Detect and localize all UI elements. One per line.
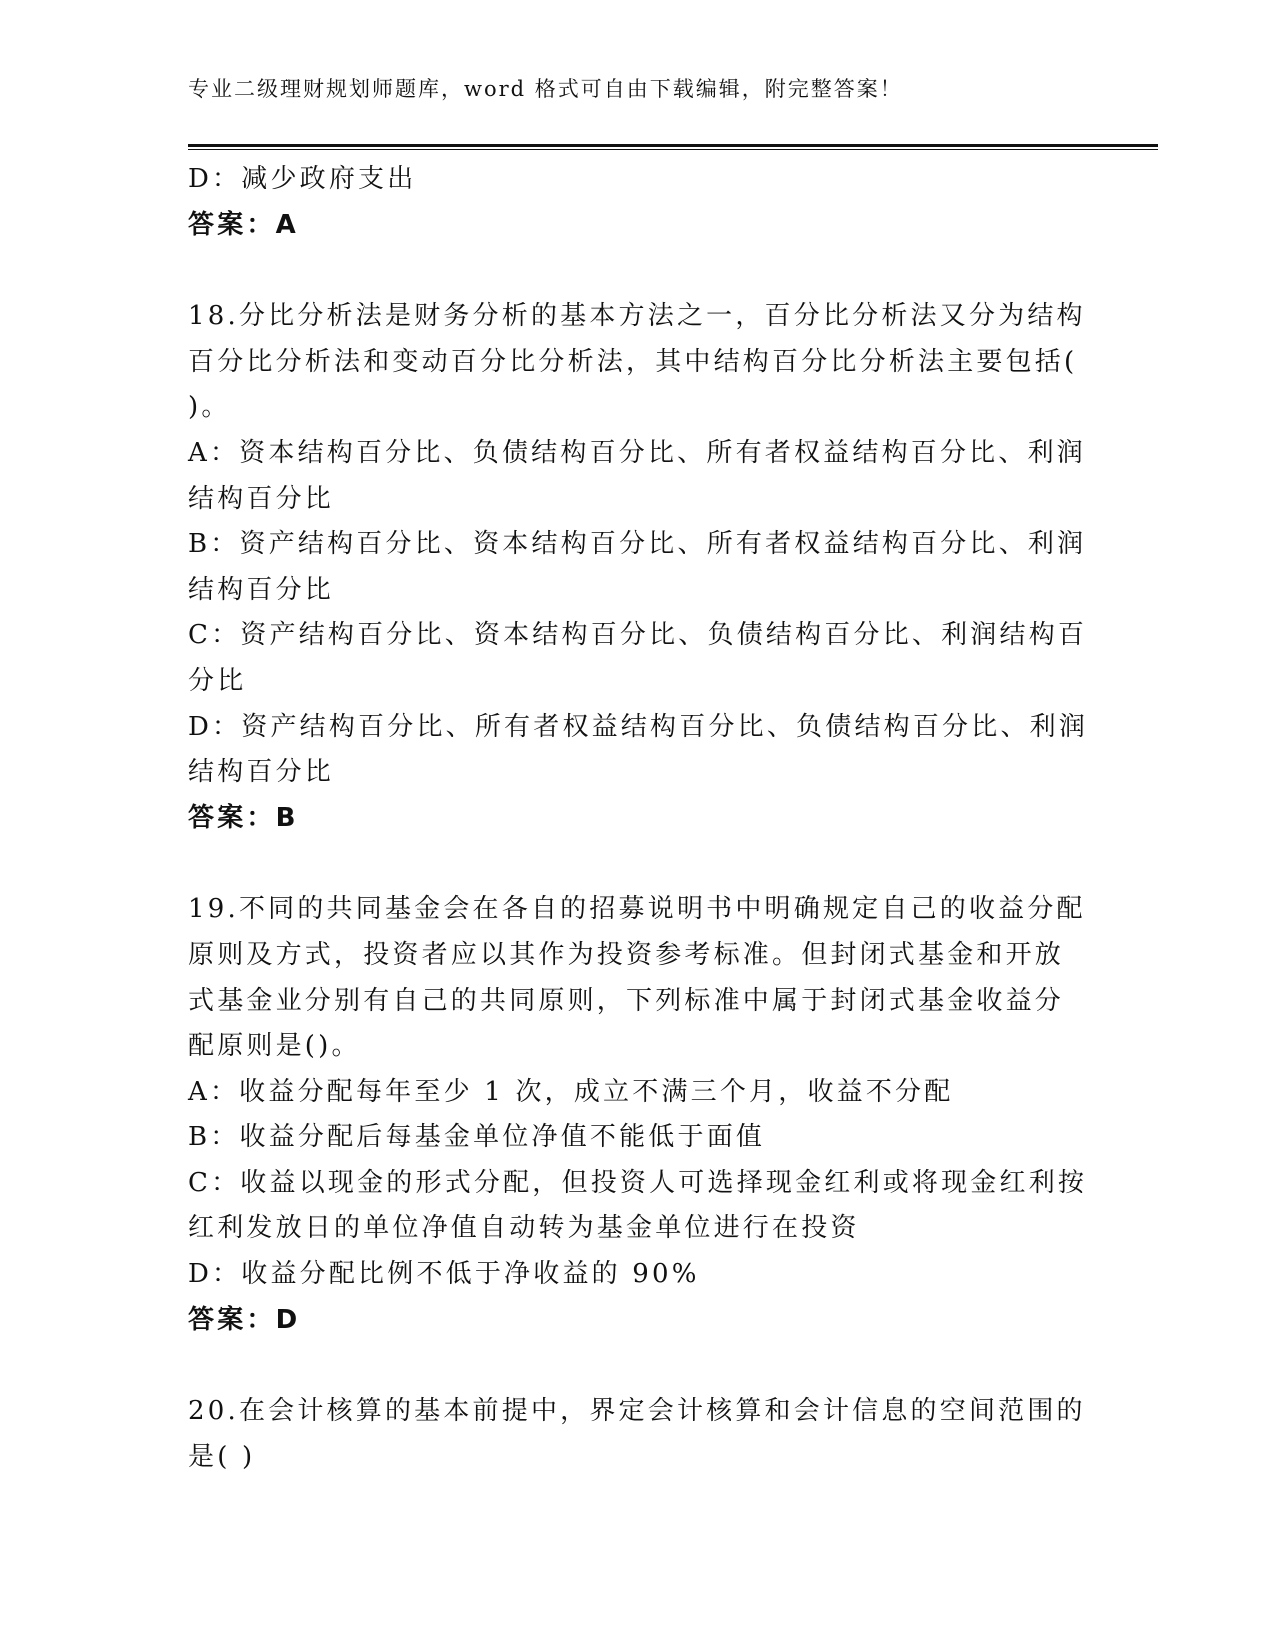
- document-body: [188, 157, 1089, 1480]
- q19-option-c-line-1: C：收益以现金的形式分配，但投资人可选择现金红利或将现金红利按: [188, 1167, 1088, 1198]
- q18-option-b-line-2: 结构百分比: [188, 574, 335, 605]
- spacer: [188, 248, 1078, 294]
- q19-stem-line-1: 19.不同的共同基金会在各自的招募说明书中明确规定自己的收益分配: [188, 894, 1086, 925]
- q20-stem-line-2: 是( ): [188, 1441, 256, 1472]
- q18-option-c-line-2: 分比: [188, 665, 247, 696]
- q18-option-d-line-1: D：资产结构百分比、所有者权益结构百分比、负债结构百分比、利润: [188, 711, 1089, 742]
- header-rule-thick: [188, 144, 1158, 147]
- q18-stem-line-2: 百分比分析法和变动百分比分析法，其中结构百分比分析法主要包括(: [188, 346, 1078, 377]
- q18-option-c-line-1: C：资产结构百分比、资本结构百分比、负债结构百分比、利润结构百: [188, 620, 1088, 651]
- q19-stem-line-3: 式基金业分别有自己的共同原则，下列标准中属于封闭式基金收益分: [188, 985, 1065, 1016]
- q19-option-a: A：收益分配每年至少 1 次，成立不满三个月，收益不分配: [188, 1076, 954, 1107]
- prev-option-d: D：减少政府支出: [188, 164, 417, 194]
- q18-option-a-line-2: 结构百分比: [188, 483, 335, 514]
- q18-answer: 答案：B: [188, 802, 299, 833]
- header-rule-thin: [188, 149, 1158, 150]
- q19-option-b: B：收益分配后每基金单位净值不能低于面值: [188, 1122, 766, 1153]
- q19-stem-line-2: 原则及方式，投资者应以其作为投资参考标准。但封闭式基金和开放: [188, 939, 1065, 970]
- q19-answer: 答案：D: [188, 1304, 301, 1335]
- q18-stem-line-3: )。: [188, 392, 231, 423]
- prev-answer: 答案：A: [188, 209, 299, 240]
- q18-option-b-line-1: B：资产结构百分比、资本结构百分比、所有者权益结构百分比、利润: [188, 529, 1087, 560]
- page-header: 专业二级理财规划师题库，word 格式可自由下载编辑，附完整答案！: [188, 77, 903, 101]
- q18-option-d-line-2: 结构百分比: [188, 757, 335, 788]
- q20-stem-line-1: 20.在会计核算的基本前提中，界定会计核算和会计信息的空间范围的: [188, 1396, 1086, 1427]
- spacer: [188, 841, 1078, 887]
- q18-stem-line-1: 18.分比分析法是财务分析的基本方法之一，百分比分析法又分为结构: [188, 301, 1086, 332]
- q19-stem-line-4: 配原则是()。: [188, 1031, 361, 1062]
- q18-option-a-line-1: A：资本结构百分比、负债结构百分比、所有者权益结构百分比、利润: [188, 437, 1086, 468]
- q19-option-d: D：收益分配比例不低于净收益的 90%: [188, 1259, 700, 1290]
- q19-option-c-line-2: 红利发放日的单位净值自动转为基金单位进行在投资: [188, 1213, 860, 1244]
- spacer: [188, 1343, 1078, 1389]
